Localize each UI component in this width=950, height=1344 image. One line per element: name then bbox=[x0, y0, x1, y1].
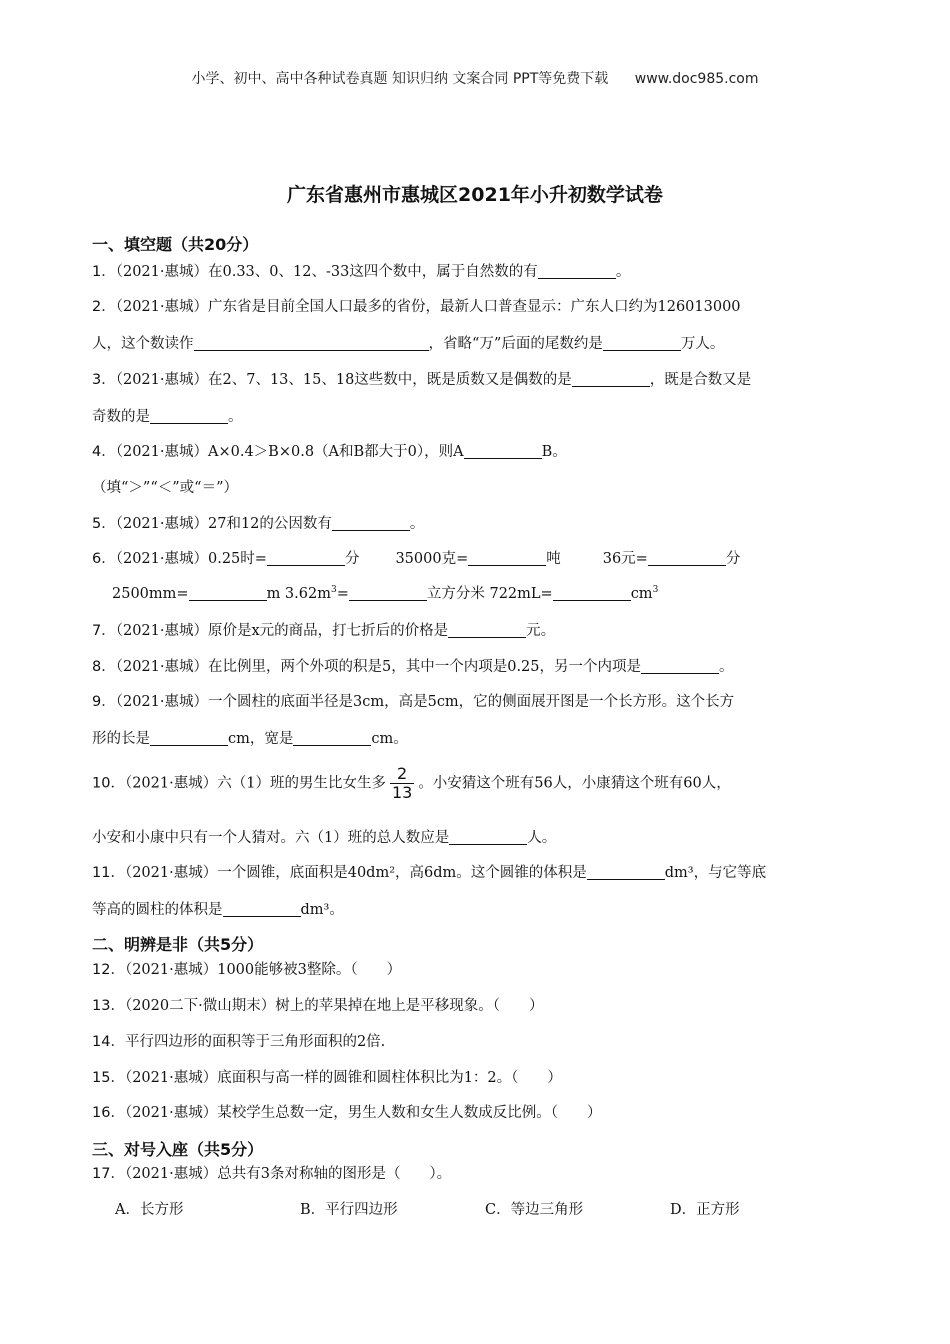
answer-blank[interactable] bbox=[648, 551, 726, 567]
answer-blank[interactable] bbox=[150, 409, 228, 425]
answer-blank[interactable] bbox=[293, 731, 371, 747]
option-d[interactable]: D．正方形 bbox=[670, 1202, 740, 1218]
question-11-cont: 等高的圆柱的体积是 dm³。 bbox=[92, 902, 344, 918]
answer-blank[interactable] bbox=[603, 336, 681, 352]
answer-blank[interactable] bbox=[553, 586, 631, 602]
answer-blank[interactable] bbox=[194, 336, 429, 352]
section-true-false: 二、明辨是非（共5分） bbox=[92, 935, 264, 954]
question-10-cont: 小安和小康中只有一个人猜对。六（1）班的总人数应是 人。 bbox=[92, 830, 557, 846]
option-a[interactable]: A．长方形 bbox=[115, 1202, 184, 1218]
answer-blank[interactable] bbox=[449, 830, 527, 846]
answer-blank[interactable] bbox=[468, 551, 546, 567]
question-3: 3．（2021·惠城）在2、7、13、15、18这些数中，既是质数又是偶数的是 ，既是合数又是 bbox=[92, 372, 752, 388]
answer-blank[interactable] bbox=[572, 372, 650, 388]
answer-blank[interactable] bbox=[332, 516, 410, 532]
question-17-options bbox=[115, 1198, 740, 1219]
section-fill-blank: 一、填空题（共20分） bbox=[92, 235, 259, 254]
answer-blank[interactable] bbox=[538, 264, 616, 280]
question-6: 6．（2021·惠城）0.25时= 分 35000克= 吨 36元= 分 bbox=[92, 551, 741, 567]
answer-blank[interactable] bbox=[150, 731, 228, 747]
question-8: 8．（2021·惠城）在比例里，两个外项的积是5，其中一个内项是0.25，另一个内项是 。 bbox=[92, 659, 734, 675]
question-4: 4．（2021·惠城）A×0.4＞B×0.8（A和B都大于0），则A B。 bbox=[92, 444, 567, 460]
answer-blank[interactable] bbox=[223, 902, 301, 918]
question-16: 16．（2021·惠城）某校学生总数一定，男生人数和女生人数成反比例。（ ） bbox=[92, 1105, 602, 1121]
exam-title: 广东省惠州市惠城区2021年小升初数学试卷 bbox=[287, 184, 663, 206]
question-7: 7．（2021·惠城）原价是x元的商品，打七折后的价格是 元。 bbox=[92, 623, 556, 639]
question-10: 10．（2021·惠城）六（1）班的男生比女生多 $\frac{2}{13}$ 。小安猜这个班有56人，小康猜这个班有60人， bbox=[92, 764, 731, 802]
answer-blank[interactable] bbox=[587, 865, 665, 881]
question-3-cont: 奇数的是 。 bbox=[92, 409, 243, 425]
question-4-hint: （填“＞”“＜”或“＝”） bbox=[92, 480, 238, 496]
question-2-cont: 人，这个数读作 ，省略“万”后面的尾数约是 万人。 bbox=[92, 336, 725, 352]
question-15: 15．（2021·惠城）底面积与高一样的圆锥和圆柱体积比为1：2。（ ） bbox=[92, 1070, 562, 1086]
answer-blank[interactable] bbox=[448, 623, 526, 639]
question-1: 1．（2021·惠城）在0.33、0、12、-33这四个数中，属于自然数的有 。 bbox=[92, 264, 631, 280]
question-6-cont: 2500mm= m $3.62m^3=$ 立方分米 $722mL= cm^3$ bbox=[112, 585, 659, 602]
answer-blank[interactable] bbox=[189, 586, 267, 602]
answer-blank[interactable] bbox=[267, 551, 345, 567]
answer-blank[interactable] bbox=[464, 444, 542, 460]
question-9: 9．（2021·惠城）一个圆柱的底面半径是3cm，高是5cm，它的侧面展开图是一个长方形。这个长方 bbox=[92, 694, 735, 710]
question-11: 11．（2021·惠城）一个圆锥，底面积是40dm²，高6dm。这个圆锥的体积是 dm³，与它等底 bbox=[92, 865, 767, 881]
header-text: 小学、初中、高中各种试卷真题 知识归纳 文案合同 PPT等免费下载 bbox=[191, 71, 609, 87]
answer-blank[interactable] bbox=[641, 659, 719, 675]
question-9-cont: 形的长是 cm，宽是 cm。 bbox=[92, 731, 408, 747]
question-14: 14．平行四边形的面积等于三角形面积的2倍. bbox=[92, 1034, 386, 1050]
header-url[interactable]: www.doc985.com bbox=[634, 71, 759, 87]
question-12: 12．（2021·惠城）1000能够被3整除。（ ） bbox=[92, 962, 402, 978]
option-c[interactable]: C．等边三角形 bbox=[485, 1202, 584, 1218]
option-b[interactable]: B．平行四边形 bbox=[300, 1202, 398, 1218]
question-13: 13．（2020二下·微山期末）树上的苹果掉在地上是平移现象。（ ） bbox=[92, 998, 544, 1014]
fraction: $\frac{2}{13}$ bbox=[391, 764, 413, 802]
question-5: 5．（2021·惠城）27和12的公因数有 。 bbox=[92, 516, 425, 532]
answer-blank[interactable] bbox=[349, 586, 427, 602]
page-header bbox=[0, 68, 950, 88]
question-17: 17．（2021·惠城）总共有3条对称轴的图形是（ ）。 bbox=[92, 1166, 452, 1182]
section-multiple-choice: 三、对号入座（共5分） bbox=[92, 1140, 264, 1159]
question-2: 2．（2021·惠城）广东省是目前全国人口最多的省份，最新人口普查显示：广东人口约为126013000 bbox=[92, 299, 741, 315]
